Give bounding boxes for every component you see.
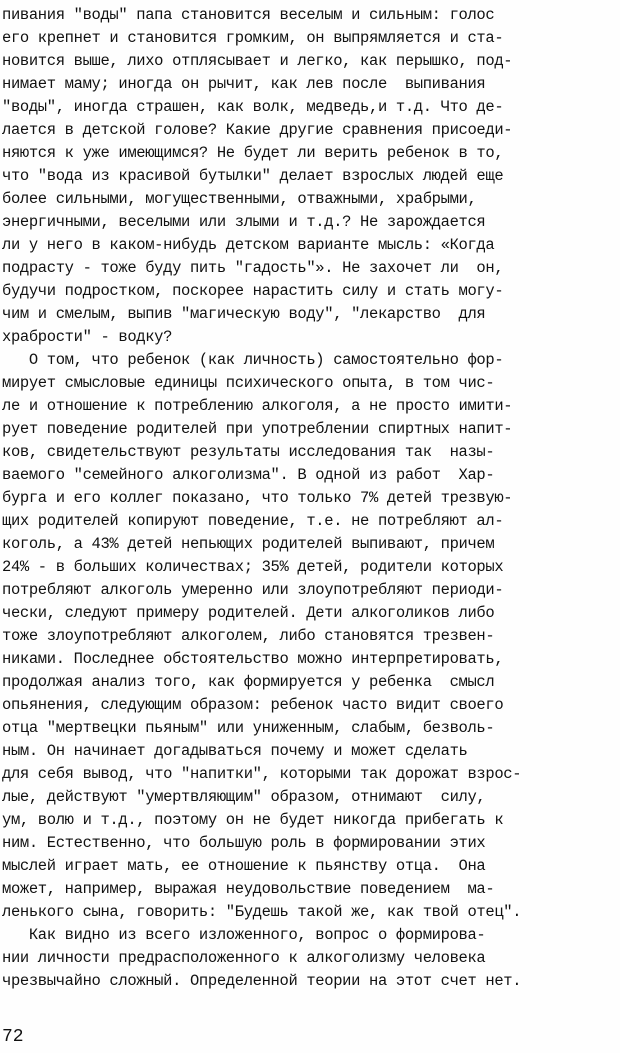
text-line: потребляют алкоголь умеренно или злоупотребляют периоди-	[2, 581, 504, 599]
text-line: новится выше, лихо отплясывает и легко, как перышко, под-	[2, 52, 513, 70]
text-line: мыслей играет мать, ее отношение к пьянству отца. Она	[2, 857, 486, 875]
text-line: отца "мертвецки пьяным" или униженным, слабым, безволь-	[2, 719, 495, 737]
text-line: более сильными, могущественными, отважными, храбрыми,	[2, 190, 477, 208]
text-line: О том, что ребенок (как личность) самостоятельно фор-	[2, 351, 504, 369]
text-line: ваемого "семейного алкоголизма". В одной из работ Хар-	[2, 466, 495, 484]
page-number: 72	[2, 1027, 24, 1047]
text-line: лается в детской голове? Какие другие сравнения присоеди-	[2, 121, 513, 139]
text-line: ков, свидетельствуют результаты исследования так назы-	[2, 443, 495, 461]
text-line: ным. Он начинает догадываться почему и может сделать	[2, 742, 468, 760]
text-line: подрасту - тоже буду пить "гадость"». Не захочет ли он,	[2, 259, 504, 277]
text-line: тоже злоупотребляют алкоголем, либо становятся трезвен-	[2, 627, 495, 645]
text-line: храбрости" - водку?	[2, 328, 173, 346]
text-line: ли у него в каком-нибудь детском варианте мысль: «Когда	[2, 236, 495, 254]
text-line: будучи подростком, поскорее нарастить силу и стать могу-	[2, 282, 504, 300]
text-line: его крепнет и становится громким, он выпрямляется и ста-	[2, 29, 504, 47]
text-line: бурга и его коллег показано, что только 7% детей трезвую-	[2, 489, 513, 507]
text-line: ленького сына, говорить: "Будешь такой же, как твой отец".	[2, 903, 522, 921]
text-line: чим и смелым, выпив "магическую воду", "лекарство для	[2, 305, 486, 323]
text-line: мирует смысловые единицы психического опыта, в том чис-	[2, 374, 495, 392]
text-line: коголь, а 43% детей непьющих родителей выпивают, причем	[2, 535, 495, 553]
text-line: может, например, выражая неудовольствие поведением ма-	[2, 880, 495, 898]
text-line: продолжая анализ того, как формируется у ребенка смысл	[2, 673, 495, 691]
text-line: для себя вывод, что "напитки", которыми так дорожат взрос-	[2, 765, 522, 783]
text-line: ним. Естественно, что большую роль в формировании этих	[2, 834, 486, 852]
text-line: пивания "воды" папа становится веселым и сильным: голос	[2, 6, 495, 24]
text-line: няются к уже имеющимся? Не будет ли верить ребенок в то,	[2, 144, 504, 162]
text-line: нии личности предрасположенного к алкоголизму человека	[2, 949, 486, 967]
text-line: 24% - в больших количествах; 35% детей, родители которых	[2, 558, 504, 576]
text-line: ум, волю и т.д., поэтому он не будет никогда прибегать к	[2, 811, 504, 829]
text-line: рует поведение родителей при употреблении спиртных напит-	[2, 420, 513, 438]
text-line: ле и отношение к потреблению алкоголя, а не просто имити-	[2, 397, 513, 415]
text-line: щих родителей копируют поведение, т.е. не потребляют ал-	[2, 512, 504, 530]
text-line: чески, следуют примеру родителей. Дети алкоголиков либо	[2, 604, 495, 622]
text-line: чрезвычайно сложный. Определенной теории на этот счет нет.	[2, 972, 522, 990]
text-line: нимает маму; иногда он рычит, как лев после выпивания	[2, 75, 486, 93]
text-line: энергичными, веселыми или злыми и т.д.? Не зарождается	[2, 213, 486, 231]
text-line: лые, действуют "умертвляющим" образом, отнимают силу,	[2, 788, 486, 806]
text-line: опьянения, следующим образом: ребенок часто видит своего	[2, 696, 504, 714]
text-line: "воды", иногда страшен, как волк, медведь,и т.д. Что де-	[2, 98, 504, 116]
text-line: Как видно из всего изложенного, вопрос о формирова-	[2, 926, 486, 944]
text-line: никами. Последнее обстоятельство можно интерпретировать,	[2, 650, 504, 668]
text-line: что "вода из красивой бутылки" делает взрослых людей еще	[2, 167, 504, 185]
